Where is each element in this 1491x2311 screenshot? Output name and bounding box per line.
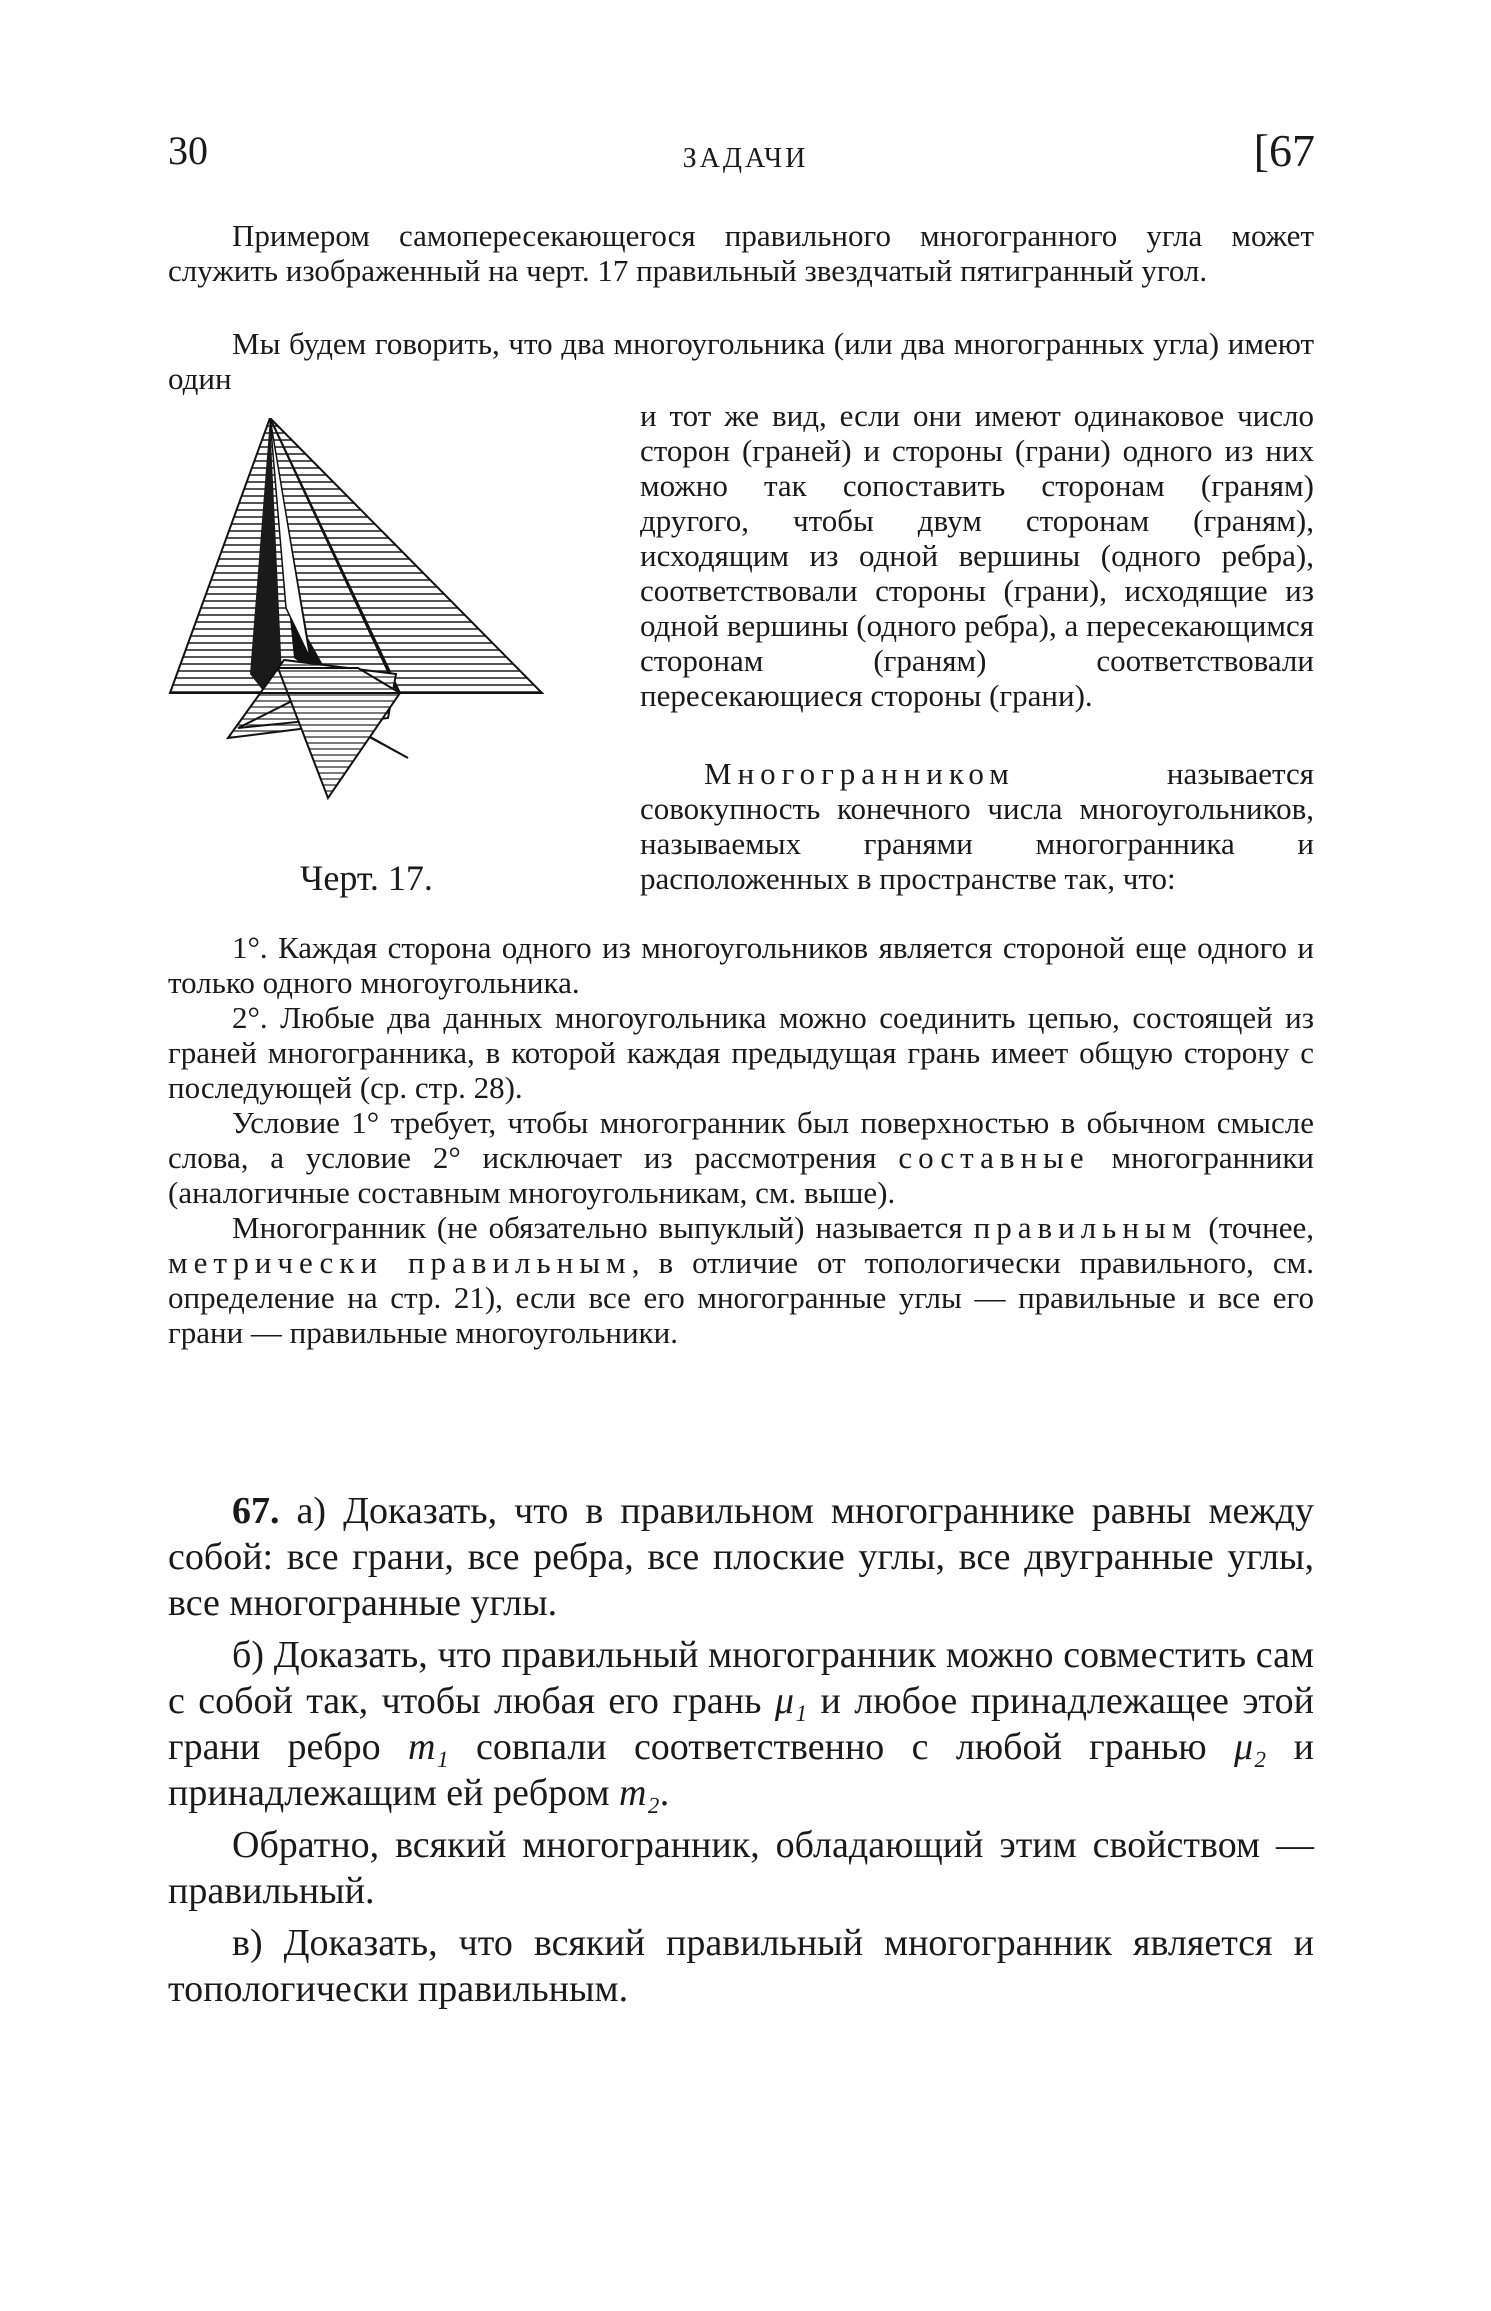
term-metric-regular: метрически правильным (168, 1245, 632, 1280)
condition-1: 1°. Каждая сторона одного из многоугольников является стороной еще одного и только одного многоугольника. (168, 930, 1314, 1000)
base-face-3 (278, 668, 400, 798)
conditions-note: Условие 1° требует, чтобы многогранник был поверхностью в обычном смысле слова, а условие 2° исключает из рассмотрения составные многогранники (аналогичные составным многоугольникам, см. выше). (168, 1105, 1314, 1210)
condition-2: 2°. Любые два данных многоугольника можно соединить цепью, состоящей из граней многогранника, в которой каждая предыдущая грань имеет общую сторону с последующей (ср. стр. 28). (168, 1000, 1314, 1105)
regular-polyhedron-definition: Многогранник (не обязательно выпуклый) называется правильным (точнее, метрически правильным, в отличие от топологически правильного, см. определение на стр. 21), если все его многогранные углы — правильные и все его грани — правильные многоугольники. (168, 1210, 1314, 1350)
conditions-section (168, 930, 1314, 1350)
intro-paragraph-2 (168, 326, 1314, 400)
problem-part-b: б) Доказать, что правильный многогранник можно совместить сам с собой так, чтобы любая его грань μ₁ и любое принадлежащее этой грани ребро m₁ совпали соответственно с любой гранью μ₂ и принадлежащим ей ребром m₂. (168, 1634, 1314, 1814)
problem-number: 67. (232, 1490, 280, 1532)
term-composite: составные (898, 1140, 1090, 1175)
symbol-m1: m₁ (407, 1726, 449, 1768)
page-number: 30 (168, 128, 208, 173)
definition-paragraph (640, 756, 1314, 896)
problem-67 (168, 1488, 1314, 2018)
intro-paragraph-1 (168, 218, 1314, 288)
figure-17 (168, 418, 608, 868)
symbol-mu1: μ₁ (774, 1680, 808, 1722)
definition-text: называется совокупность конечного числа многоугольников, называемых гранями многогранника и расположенных в пространстве так, что: (640, 756, 1314, 896)
definition-term: Многогранником (704, 756, 1015, 791)
intro-text-2-wide: Мы будем говорить, что два многоугольника (или два многогранных угла) имеют один (168, 326, 1314, 396)
problem-part-a: 67. а) Доказать, что в правильном многограннике равны между собой: все грани, все ребра, все плоские углы, все двугранные углы, все многогранные углы. (168, 1490, 1314, 1624)
symbol-mu2: μ₂ (1234, 1726, 1267, 1768)
figure-caption: Черт. 17. (300, 858, 433, 898)
section-reference: [67 (1253, 125, 1315, 176)
problem-converse: Обратно, всякий многогранник, обладающий этим свойством — правильный. (168, 1824, 1314, 1912)
intro-paragraph-2-column (640, 398, 1314, 713)
running-title: ЗАДАЧИ (682, 143, 809, 174)
star-pentahedral-angle-drawing (168, 418, 608, 838)
problem-part-c: в) Доказать, что всякий правильный многогранник является и топологически правильным. (168, 1922, 1314, 2010)
term-regular: правильным (973, 1210, 1198, 1245)
intro-text-1: Примером самопересекающегося правильного многогранного угла может служить изображенный на черт. 17 правильный звездчатый пятигранный угол. (168, 218, 1314, 288)
symbol-m2: m₂ (619, 1772, 660, 1814)
intro-text-2-column: и тот же вид, если они имеют одинаковое число сторон (граней) и стороны (грани) одного из них можно так сопоставить сторонам (граням) другого, чтобы двум сторонам (граням), исходящим из одной вершины (одного ребра), соответствовали стороны (грани), исходящие из одной вершины (одного ребра), а пересекающимся сторонам (граням) соответствовали пересекающиеся стороны (грани). (640, 398, 1314, 713)
